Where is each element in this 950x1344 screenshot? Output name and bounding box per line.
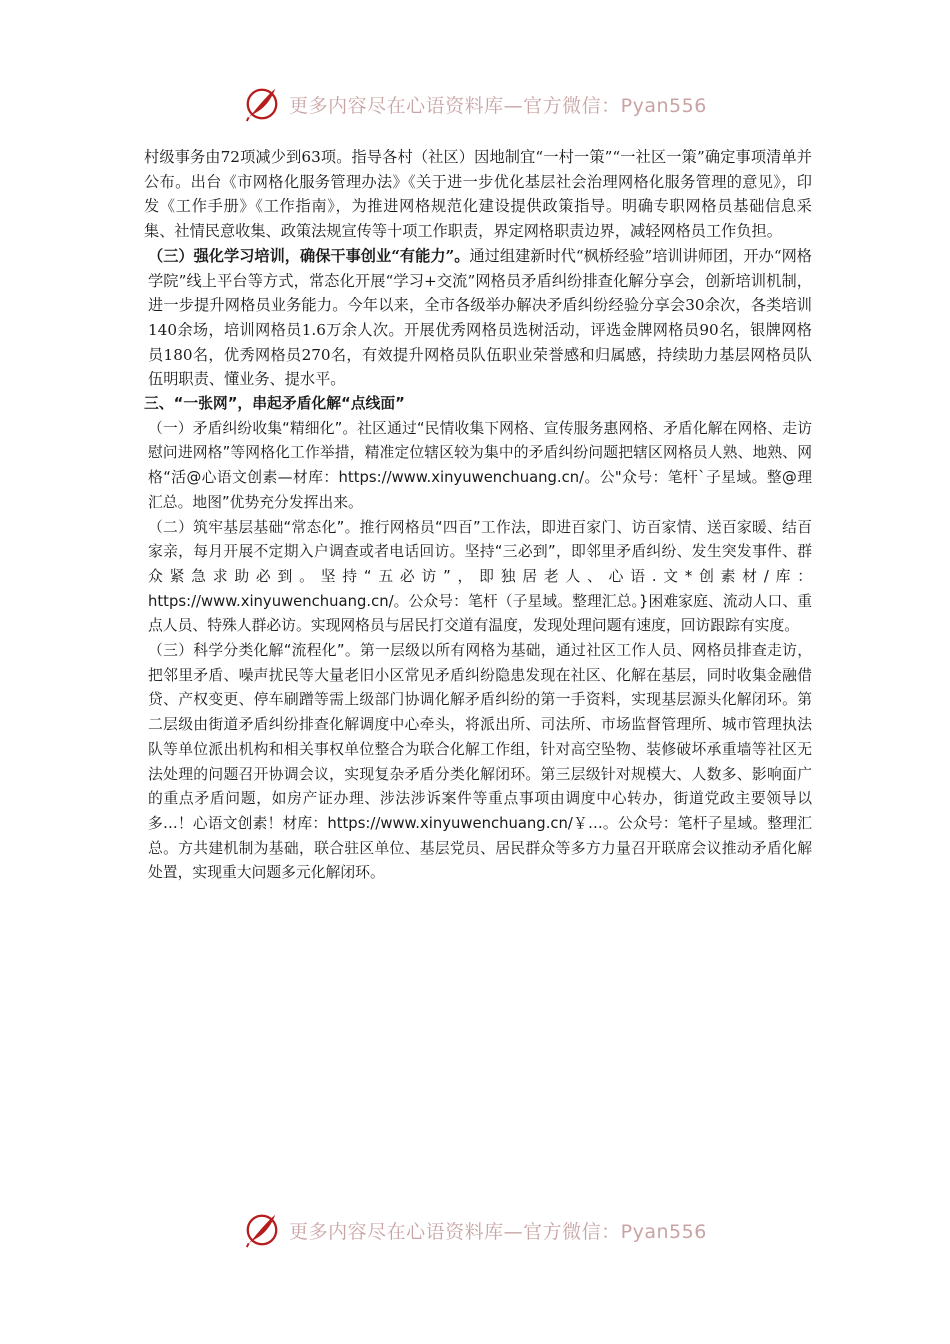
chapter-heading [144, 392, 812, 417]
paragraph-training [144, 244, 812, 392]
paragraph-classification [144, 639, 812, 886]
heading-text: 三、“一张网”，串起矛盾化解“点线面” [144, 395, 405, 413]
watermark-text: 更多内容尽在心语资料库—官方微信：Pyan556 [289, 94, 707, 117]
watermark-banner-top [0, 82, 950, 126]
paragraph-text: （一）矛盾纠纷收集“精细化”。社区通过“民情收集下网格、宣传服务惠网格、矛盾化解在网格、走访慰问进网格”等网格化工作举措，精准定位辖区较为集中的矛盾纠纷问题把辖区网格员人熟、地熟、网格“活@心语文创素—材库：https://www.xinyuwenchuang.cn/。公"众号：笔杆`子星域。整@理汇总。地图”优势充分发挥出来。 [148, 419, 812, 511]
paragraph-text: 通过组建新时代“枫桥经验”培训讲师团，开办“网格学院”线上平台等方式，常态化开展“学习+交流”网格员矛盾纠纷排查化解分享会，创新培训机制，进一步提升网格员业务能力。今年以来，全市各级举办解决矛盾纠纷经验分享会30余次，各类培训140余场，培训网格员1.6万余人次。开展优秀网格员选树活动，评选金牌网格员90名，银牌网格员180名，优秀网格员270名，有效提升网格员队伍职业荣誉感和归属感，持续助力基层网格员队伍明职责、懂业务、提水平。 [148, 246, 812, 389]
paragraph-collection [144, 417, 812, 516]
quill-logo-icon [243, 1211, 281, 1249]
watermark-banner-bottom [0, 1208, 950, 1252]
paragraph-text: （二）筑牢基层基础“常态化”。推行网格员“四百”工作法，即进百家门、访百家情、送百家暖、结百家亲，每月开展不定期入户调查或者电话回访。坚持“三必到”，即邻里矛盾纠纷、发生突发事件、群众紧急求助必到。坚持“五必访”，即独居老人、心语.文*创素材/库：https://www.xinyuwenchuang.cn/。公众号：笔杆（子星域。整理汇总。}困难家庭、流动人口、重点人员、特殊人群必访。实现网格员与居民打交道有温度，发现处理问题有速度，回访跟踪有实度。 [148, 518, 812, 635]
paragraph-foundation [144, 516, 812, 640]
paragraph-village-affairs [144, 145, 812, 244]
paragraph-text: 村级事务由72项减少到63项。指导各村（社区）因地制宜“一村一策”“一社区一策”确定事项清单并公布。出台《市网格化服务管理办法》《关于进一步优化基层社会治理网格化服务管理的意见》，印发《工作手册》《工作指南》，为推进网格规范化建设提供政策指导。明确专职网格员基础信息采集、社情民意收集、政策法规宣传等十项工作职责，界定网格职责边界，减轻网格员工作负担。 [144, 148, 812, 241]
section-heading: （三）强化学习培训，确保干事创业“有能力”。 [148, 246, 470, 265]
quill-logo-icon [243, 85, 281, 123]
watermark-text: 更多内容尽在心语资料库—官方微信：Pyan556 [289, 1220, 707, 1243]
paragraph-text: （三）科学分类化解“流程化”。第一层级以所有网格为基础，通过社区工作人员、网格员排查走访，把邻里矛盾、噪声扰民等大量老旧小区常见矛盾纠纷隐患发现在社区、化解在基层，同时收集金融借贷、产权变更、停车刷蹭等需上级部门协调化解矛盾纠纷的第一手资料，实现基层源头化解闭环。第二层级由街道矛盾纠纷排查化解调度中心牵头，将派出所、司法所、市场监督管理所、城市管理执法队等单位派出机构和相关事权单位整合为联合化解工作组，针对高空坠物、装修破坏承重墙等社区无法处理的问题召开协调会议，实现复杂矛盾分类化解闭环。第三层级针对规模大、人数多、影响面广的重点矛盾问题，如房产证办理、涉法涉诉案件等重点事项由调度中心转办，街道党政主要领导以多…！心语文创素！材库：https://www.xinyuwenchuang.cn/￥…。公众号：笔杆子星域。整理汇总。方共建机制为基础，联合驻区单位、基层党员、居民群众等多方力量召开联席会议推动矛盾化解处置，实现重大问题多元化解闭环。 [148, 642, 812, 882]
document-body [144, 145, 812, 886]
